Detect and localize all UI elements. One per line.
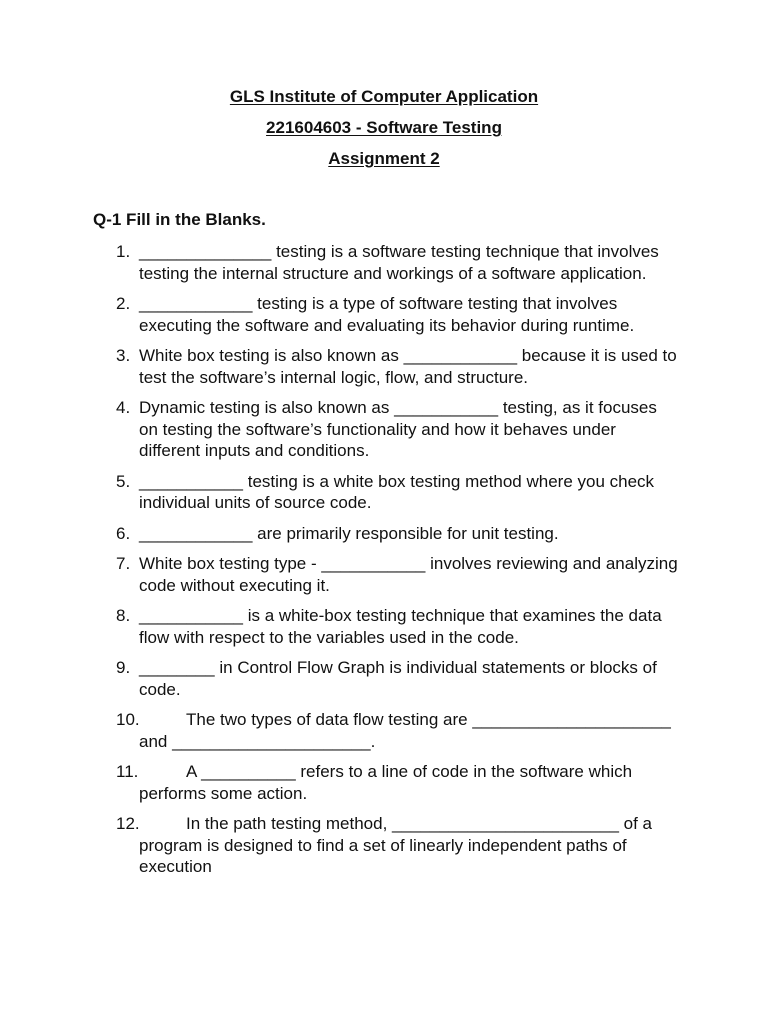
- assignment-title: Assignment 2: [328, 149, 440, 168]
- question-number: 3.: [116, 346, 131, 365]
- question-number: 12.: [116, 814, 140, 833]
- question-text: [139, 761, 679, 804]
- question-item: [0, 709, 768, 752]
- question-number: 6.: [116, 523, 131, 543]
- question-item: [0, 553, 768, 596]
- question-number: 4.: [116, 398, 131, 417]
- question-list: [0, 241, 768, 887]
- question-number: 9.: [116, 658, 131, 677]
- question-text: White box testing type - ___________ involves reviewing and analyzing code without executing it.: [139, 554, 678, 595]
- question-text-body: The two types of data flow testing are _____________________ and _____________________.: [139, 710, 671, 751]
- question-number: 10.: [116, 710, 140, 729]
- question-item: [0, 813, 768, 878]
- question-text: ____________ testing is a type of software testing that involves executing the software and evaluating its behavior during runtime.: [139, 294, 635, 335]
- institute-title: GLS Institute of Computer Application: [229, 87, 539, 106]
- question-number: 5.: [116, 471, 131, 491]
- question-text: ____________ are primarily responsible for unit testing.: [139, 523, 559, 543]
- question-number: 11.: [116, 762, 139, 781]
- question-number: 8.: [116, 606, 131, 625]
- question-item: [0, 761, 768, 804]
- question-item: [0, 471, 768, 514]
- question-item: [0, 345, 768, 388]
- question-text: ______________ testing is a software testing technique that involves testing the internal structure and workings of a software application.: [139, 242, 659, 283]
- question-text: White box testing is also known as ____________ because it is used to test the software’s internal logic, flow, and structure.: [139, 346, 677, 387]
- question-item: [0, 293, 768, 336]
- question-text: Dynamic testing is also known as ___________ testing, as it focuses on testing the software’s functionality and how it behaves under different inputs and conditions.: [139, 398, 657, 460]
- question-item: [0, 657, 768, 700]
- question-text: [139, 813, 679, 878]
- section-title: Q-1 Fill in the Blanks.: [93, 210, 266, 229]
- question-text: ___________ testing is a white box testing method where you check individual units of source code.: [139, 471, 655, 512]
- question-number: 7.: [116, 554, 131, 573]
- question-item: [0, 523, 768, 545]
- course-title: 221604603 - Software Testing: [266, 118, 502, 137]
- question-number: 2.: [116, 294, 131, 313]
- question-item: [0, 241, 768, 284]
- question-item: [0, 605, 768, 648]
- question-text-body: A __________ refers to a line of code in the software which performs some action.: [139, 762, 633, 803]
- question-item: [0, 397, 768, 462]
- question-text: ___________ is a white-box testing technique that examines the data flow with respect to the variables used in the code.: [139, 606, 662, 647]
- question-number: 1.: [116, 242, 131, 261]
- question-text: [139, 709, 679, 752]
- question-text-body: In the path testing method, ________________________ of a program is designed to find a set of linearly independent paths of execution: [139, 814, 653, 876]
- question-text: ________ in Control Flow Graph is individual statements or blocks of code.: [139, 658, 657, 699]
